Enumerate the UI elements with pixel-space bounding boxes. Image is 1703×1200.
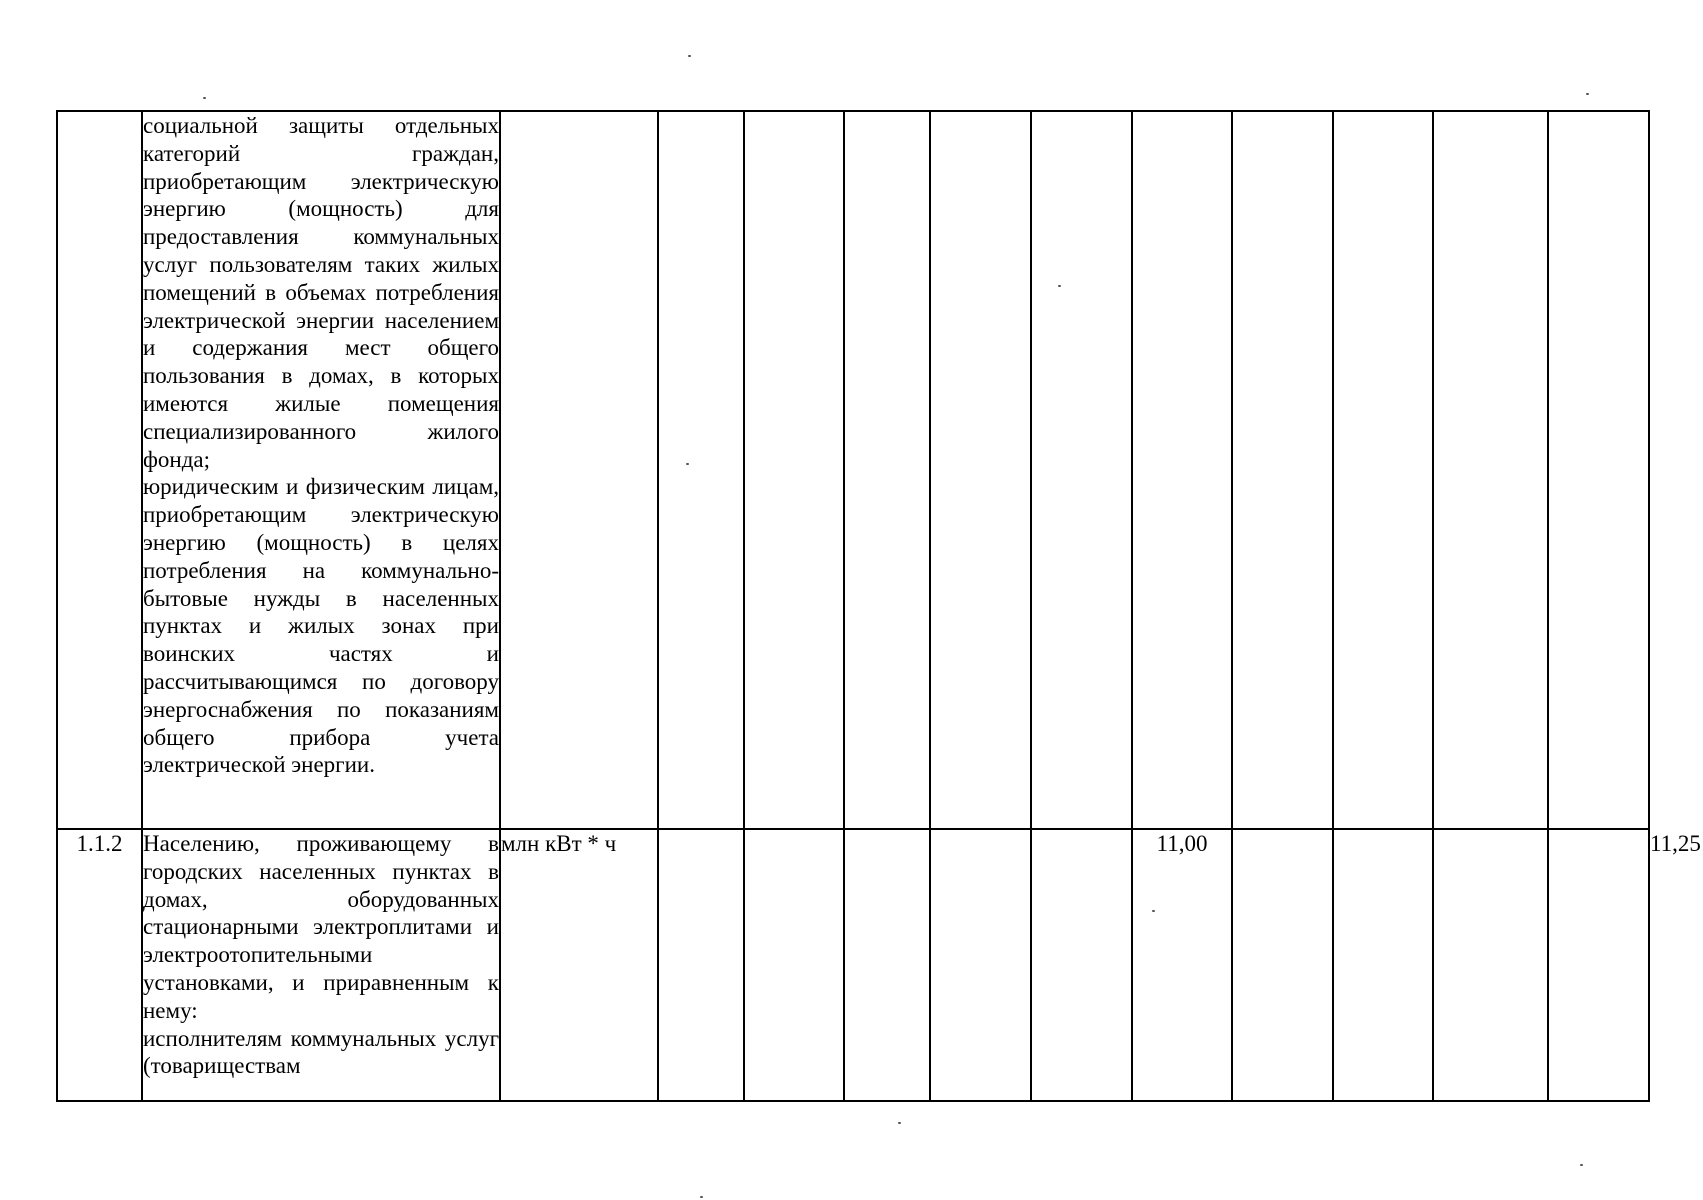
scan-speck [1580, 1164, 1583, 1166]
row-description-cell [142, 829, 500, 1101]
description-paragraph: социальной защиты отдельных категорий граждан, приобретающим электрическую энергию (мощность) для предоставления коммунальных услуг пользователям таких жилых помещений в объемах потребления электрической энергии населением и содержания мест общего пользования в домах, в которых имеются жилые помещения специализированного жилого фонда; [143, 113, 499, 472]
scan-speck [700, 1196, 703, 1198]
scan-speck [1152, 910, 1155, 912]
description-paragraph: Населению, проживающему в городских населенных пунктах в домах, оборудованных стационарными электроплитами и электроотопительными установками, и приравненным к нему: [143, 831, 499, 1023]
table-row: 1.1.2 Населению, проживающему в городских населенных пунктах в домах, оборудованных стационарными электроплитами и электроотопительными установками, и приравненным к нему: исполнителям коммунальных услуг (товариществам млн кВт * ч 11,00 11,25 [57, 829, 1649, 1101]
row-number-cell [57, 111, 142, 829]
value-cell [1232, 111, 1333, 829]
scan-speck [898, 1122, 901, 1124]
value-cell [1333, 829, 1433, 1101]
value-cell [930, 829, 1031, 1101]
value-cell [1433, 111, 1548, 829]
value-cell [658, 111, 744, 829]
scan-speck [203, 97, 206, 99]
value-cell [930, 111, 1031, 829]
value-cell: 11,00 [1132, 829, 1232, 1101]
value-cell [844, 829, 930, 1101]
value-cell [1031, 111, 1132, 829]
value-cell [844, 111, 930, 829]
description-paragraph: исполнителям коммунальных услуг (товариществам [143, 1025, 499, 1079]
unit-cell [500, 111, 658, 829]
scan-speck [686, 463, 689, 465]
tariff-table [56, 110, 1701, 1102]
table-row [57, 111, 1649, 829]
row-description-cell [142, 111, 500, 829]
scan-speck [1586, 93, 1589, 95]
value-cell [744, 111, 844, 829]
value-cell [1132, 111, 1232, 829]
value-cell [1548, 829, 1649, 1101]
value-cell [658, 829, 744, 1101]
value-cell [1333, 111, 1433, 829]
value-cell [1232, 829, 1333, 1101]
scan-speck [688, 55, 691, 57]
unit-cell: млн кВт * ч [500, 829, 658, 1101]
value-cell [1433, 829, 1548, 1101]
value-cell [1548, 111, 1649, 829]
scan-speck [1058, 285, 1061, 287]
row-number-cell: 1.1.2 [57, 829, 142, 1101]
description-paragraph: юридическим и физическим лицам, приобретающим электрическую энергию (мощность) в целях потребления на коммунально-бытовые нужды в населенных пунктах и жилых зонах при воинских частях и рассчитывающимся по договору энергоснабжения по показаниям общего прибора учета электрической энергии. [143, 474, 499, 778]
value-cell [744, 829, 844, 1101]
value-cell [1031, 829, 1132, 1101]
